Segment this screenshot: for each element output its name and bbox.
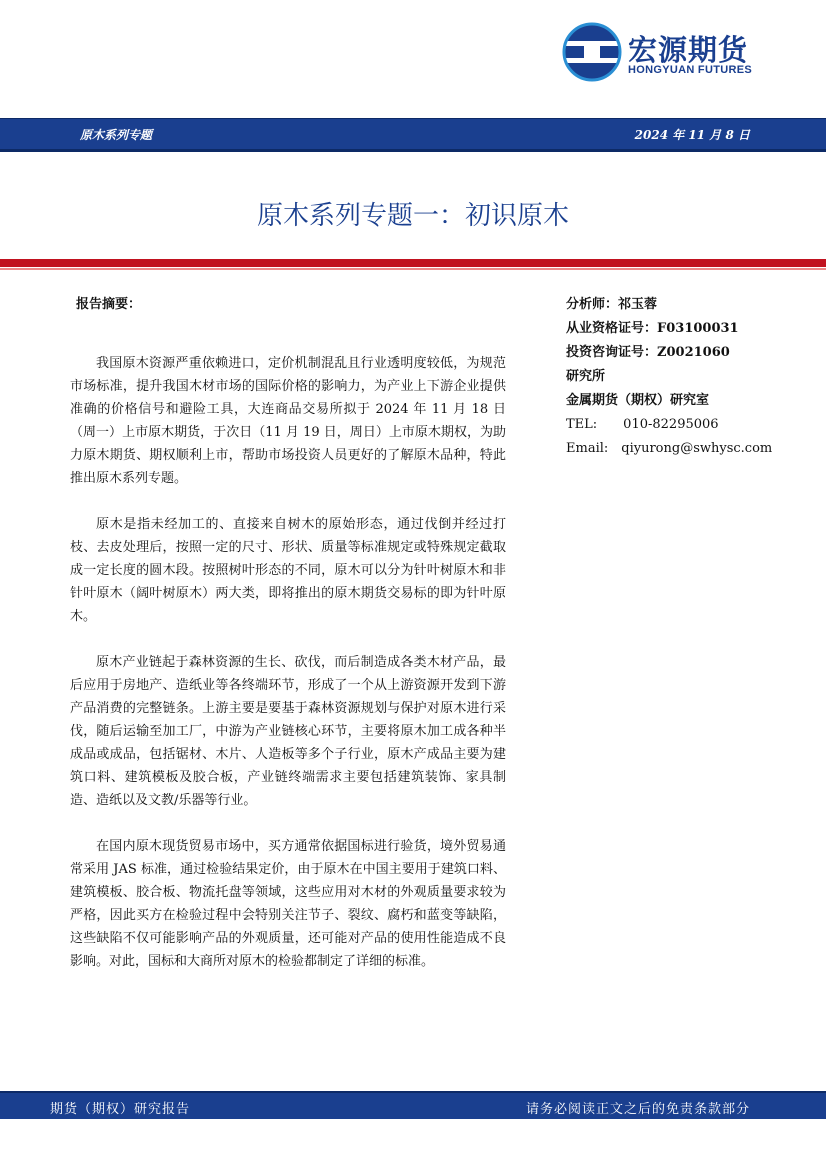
logo-chinese-name: 宏源期货 [628, 33, 749, 67]
footer-report-type: 期货（期权）研究报告 [50, 1102, 191, 1117]
summary-paragraph: 在国内原木现货贸易市场中，买方通常依据国标进行验货，境外贸易通常采用 JAS 标准，通过检验结果定价，由于原木在中国主要用于建筑口料、建筑模板、胶合板、物流托盘等领域，这些应用对木材的外观质量要求较为严格，因此买方在检验过程中会特别关注节子、裂纹、腐朽和蓝变等缺陷，这些缺陷不仅可能影响产品的外观质量，还可能对产品的使用性能造成不良影响。对此，国标和大商所对原木的检验都制定了详细的标准。 [70, 839, 506, 969]
header-bar [0, 118, 826, 152]
report-title: 原木系列专题一：初识原木 [256, 201, 569, 231]
title-divider-shadow [0, 268, 826, 270]
analyst-consult-certificate: 投资咨询证号：Z0021060 [566, 345, 730, 360]
series-label: 原木系列专题 [80, 128, 153, 142]
company-logo [562, 22, 772, 82]
analyst-name: 分析师：祁玉蓉 [566, 297, 658, 312]
summary-body [70, 352, 506, 996]
logo-mark-icon [562, 22, 622, 82]
institute-name: 研究所 [566, 369, 606, 384]
analyst-certificate: 从业资格证号：F03100031 [566, 321, 739, 336]
summary-paragraph: 我国原木资源严重依赖进口，定价机制混乱且行业透明度较低，为规范市场标准，提升我国木材市场的国际价格的影响力，为产业上下游企业提供准确的价格信号和避险工具，大连商品交易所拟于 2024 年 11 月 18 日（周一）上市原木期货，于次日（11 月 19 日，周日）上市原木期权，为助力原木期货、期权顺利上市，帮助市场投资人员更好的了解原木品种，特此推出原木系列专题。 [70, 356, 506, 486]
analyst-info [566, 293, 772, 461]
analyst-email[interactable]: Email: qiyurong@swhysc.com [566, 441, 773, 456]
summary-heading: 报告摘要： [76, 297, 142, 312]
team-name: 金属期货（期权）研究室 [566, 393, 710, 408]
report-date: 2024 年 11 月 8 日 [634, 128, 750, 142]
summary-paragraph: 原木产业链起于森林资源的生长、砍伐，而后制造成各类木材产品，最后应用于房地产、造纸业等各终端环节，形成了一个从上游资源开发到下游产品消费的完整链条。上游主要是要基于森林资源规划与保护对原木进行采伐，随后运输至加工厂，中游为产业链核心环节，主要将原木加工成各种半成品或成品，包括锯材、木片、人造板等多个子行业，原木产成品主要为建筑口料、建筑模板及胶合板，产业链终端需求主要包括建筑装饰、家具制造、造纸以及文教/乐器等行业。 [70, 655, 506, 808]
footer-bar [0, 1091, 826, 1119]
title-divider [0, 259, 826, 267]
summary-paragraph: 原木是指未经加工的、直接来自树木的原始形态，通过伐倒并经过打枝、去皮处理后，按照一定的尺寸、形状、质量等标准规定或特殊规定截取成一定长度的圆木段。按照树叶形态的不同，原木可以分为针叶树原木和非针叶原木（阔叶树原木）两大类，即将推出的原木期货交易标的即为针叶原木。 [70, 517, 506, 624]
logo-english-name: HONGYUAN FUTURES [628, 64, 752, 76]
analyst-phone: TEL: 010-82295006 [566, 417, 719, 432]
footer-disclaimer-note: 请务必阅读正文之后的免责条款部分 [525, 1102, 750, 1117]
